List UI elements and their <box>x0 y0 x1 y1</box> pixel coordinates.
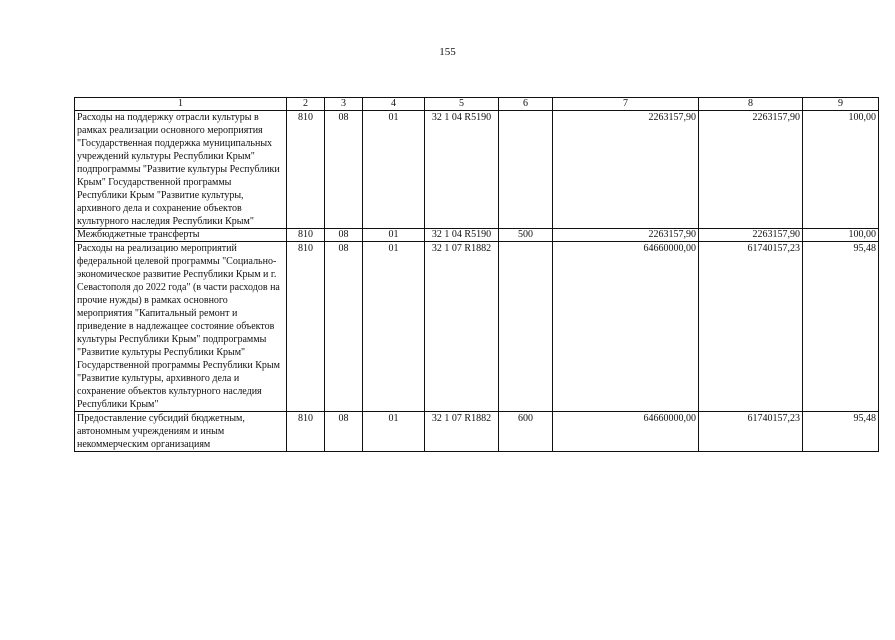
cell-code-3: 08 <box>325 412 363 452</box>
row-description: Расходы на поддержку отрасли культуры в рамках реализации основного мероприятия "Государственная поддержка муниципальных учреждений культуры Республики Крым" подпрограммы "Развитие культуры Республики Крым" Государственной программы Республики Крым "Развитие культуры, архивного дела и сохранение объектов культурного наследия Республики Крым" <box>75 111 287 229</box>
cell-code-4: 01 <box>363 242 425 412</box>
header-cell: 9 <box>803 98 879 111</box>
cell-code-2: 810 <box>287 412 325 452</box>
cell-code-4: 01 <box>363 111 425 229</box>
cell-code-5: 32 1 07 R1882 <box>425 242 499 412</box>
header-cell: 2 <box>287 98 325 111</box>
cell-amount-plan: 64660000,00 <box>553 242 699 412</box>
cell-code-3: 08 <box>325 229 363 242</box>
header-cell: 3 <box>325 98 363 111</box>
cell-code-6 <box>499 242 553 412</box>
cell-code-5: 32 1 07 R1882 <box>425 412 499 452</box>
cell-amount-actual: 61740157,23 <box>699 242 803 412</box>
cell-code-2: 810 <box>287 229 325 242</box>
cell-code-4: 01 <box>363 412 425 452</box>
header-cell: 5 <box>425 98 499 111</box>
header-cell: 8 <box>699 98 803 111</box>
header-cell: 6 <box>499 98 553 111</box>
cell-amount-plan: 64660000,00 <box>553 412 699 452</box>
cell-amount-plan: 2263157,90 <box>553 111 699 229</box>
cell-code-6: 600 <box>499 412 553 452</box>
header-cell: 4 <box>363 98 425 111</box>
header-cell: 7 <box>553 98 699 111</box>
table-header-row <box>75 98 879 111</box>
cell-code-2: 810 <box>287 242 325 412</box>
cell-code-5: 32 1 04 R5190 <box>425 229 499 242</box>
cell-code-6: 500 <box>499 229 553 242</box>
cell-percent: 100,00 <box>803 111 879 229</box>
header-cell: 1 <box>75 98 287 111</box>
cell-amount-actual: 61740157,23 <box>699 412 803 452</box>
cell-amount-actual: 2263157,90 <box>699 111 803 229</box>
cell-code-3: 08 <box>325 111 363 229</box>
cell-code-2: 810 <box>287 111 325 229</box>
cell-percent: 95,48 <box>803 412 879 452</box>
table-row <box>75 412 879 452</box>
table-row <box>75 229 879 242</box>
cell-amount-actual: 2263157,90 <box>699 229 803 242</box>
table-row <box>75 242 879 412</box>
cell-code-3: 08 <box>325 242 363 412</box>
page-number: 155 <box>439 46 456 58</box>
cell-amount-plan: 2263157,90 <box>553 229 699 242</box>
row-description: Предоставление субсидий бюджетным, автономным учреждениям и иным некоммерческим организациям <box>75 412 287 452</box>
table-row <box>75 111 879 229</box>
row-description: Межбюджетные трансферты <box>75 229 287 242</box>
budget-table <box>74 97 879 452</box>
cell-code-5: 32 1 04 R5190 <box>425 111 499 229</box>
cell-percent: 95,48 <box>803 242 879 412</box>
cell-percent: 100,00 <box>803 229 879 242</box>
cell-code-4: 01 <box>363 229 425 242</box>
cell-code-6 <box>499 111 553 229</box>
row-description: Расходы на реализацию мероприятий федеральной целевой программы "Социально-экономическое развитие Республики Крым и г. Севастополя до 2022 года" (в части расходов на прочие нужды) в рамках основного мероприятия "Капитальный ремонт и приведение в надлежащее состояние объектов культуры Республики Крым" подпрограммы "Развитие культуры Республики Крым" Государственной программы Республики Крым "Развитие культуры, архивного дела и сохранение объектов культурного наследия Республики Крым" <box>75 242 287 412</box>
